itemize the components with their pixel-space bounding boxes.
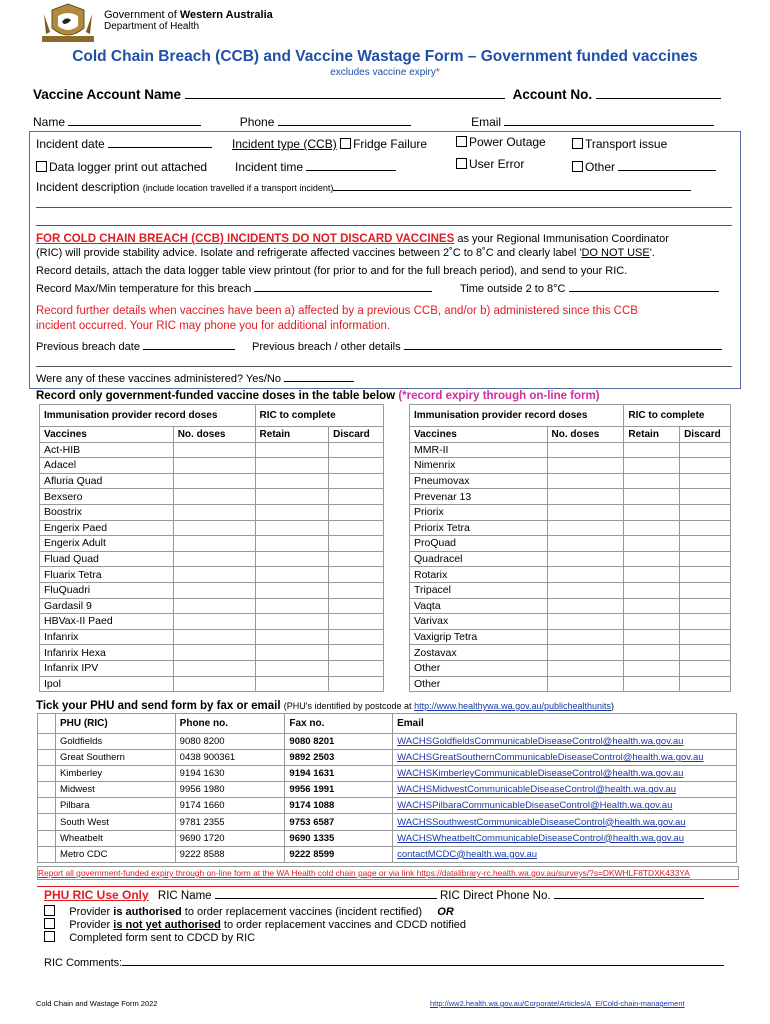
other-checkbox[interactable]	[572, 161, 583, 172]
details-line-2[interactable]	[36, 366, 732, 367]
discard-cell[interactable]	[329, 614, 384, 630]
incident-date-field[interactable]	[108, 147, 212, 148]
vaccine-row	[40, 645, 384, 661]
vaccine-row	[40, 660, 384, 676]
data-logger-checkbox[interactable]	[36, 161, 47, 172]
col-vaccines: Vaccines	[410, 427, 548, 443]
vaccine-row	[410, 520, 731, 536]
phu-tick-cell[interactable]	[38, 798, 56, 814]
administered-question: Were any of these vaccines administered? Yes/No	[36, 373, 354, 385]
retain-cell[interactable]	[255, 473, 329, 489]
description-line-3[interactable]	[36, 225, 732, 226]
vaccine-name: MMR-II	[410, 442, 548, 458]
vaccine-name: Ipol	[40, 676, 174, 692]
discard-cell[interactable]	[329, 676, 384, 692]
retain-cell[interactable]	[255, 676, 329, 692]
dose-count-cell[interactable]	[547, 614, 624, 630]
vaccine-row	[40, 520, 384, 536]
retain-cell[interactable]	[624, 645, 680, 661]
dose-count-cell[interactable]	[547, 645, 624, 661]
retain-cell[interactable]	[255, 520, 329, 536]
public-health-units-link[interactable]: http://www.healthywa.wa.gov.au/publichealthunits	[414, 701, 612, 711]
dose-count-cell[interactable]	[173, 520, 255, 536]
discard-cell[interactable]	[329, 458, 384, 474]
phu-row	[38, 782, 737, 798]
administered-field[interactable]	[284, 381, 354, 382]
retain-cell[interactable]	[255, 582, 329, 598]
retain-cell[interactable]	[624, 489, 680, 505]
discard-cell[interactable]	[680, 582, 731, 598]
retain-cell[interactable]	[255, 442, 329, 458]
further-details-red-2: incident occurred. Your RIC may phone you for additional information.	[36, 320, 391, 332]
retain-cell[interactable]	[255, 645, 329, 661]
form-title: Cold Chain Breach (CCB) and Vaccine Wastage Form – Government funded vaccines	[72, 48, 698, 65]
discard-cell[interactable]	[680, 614, 731, 630]
discard-cell[interactable]	[329, 536, 384, 552]
retain-cell[interactable]	[624, 567, 680, 583]
vaccine-row	[410, 473, 731, 489]
phu-fax: 9892 2503	[285, 750, 393, 766]
col-discard: Discard	[329, 427, 384, 443]
discard-cell[interactable]	[329, 660, 384, 676]
other-option: Other	[572, 160, 716, 174]
retain-cell[interactable]	[624, 458, 680, 474]
incident-time-field[interactable]	[306, 170, 396, 171]
retain-cell[interactable]	[624, 614, 680, 630]
vaccine-row	[40, 489, 384, 505]
wa-crest-logo	[38, 2, 98, 46]
other-field[interactable]	[618, 170, 716, 171]
vaccine-name: Act-HIB	[40, 442, 174, 458]
col-email: Email	[393, 714, 737, 734]
phu-row	[38, 798, 737, 814]
phu-phone: 9222 8588	[175, 846, 285, 862]
ric-header-right: RIC to complete	[624, 405, 731, 427]
discard-cell[interactable]	[329, 551, 384, 567]
phu-tick-cell[interactable]	[38, 814, 56, 830]
authorised-checkbox[interactable]	[44, 905, 55, 916]
phu-email[interactable]: contactMCDC@health.wa.gov.au	[393, 846, 737, 862]
phu-row	[38, 750, 737, 766]
description-line-2[interactable]	[36, 207, 732, 208]
retain-cell[interactable]	[624, 598, 680, 614]
retain-cell[interactable]	[624, 520, 680, 536]
phu-name: Great Southern	[55, 750, 175, 766]
vaccine-name: Tripacel	[410, 582, 548, 598]
phu-tick-cell[interactable]	[38, 846, 56, 862]
discard-cell[interactable]	[329, 629, 384, 645]
col-retain: Retain	[624, 427, 680, 443]
phu-row	[38, 766, 737, 782]
vaccine-name: Gardasil 9	[40, 598, 174, 614]
dose-count-cell[interactable]	[547, 442, 624, 458]
user-error-checkbox[interactable]	[456, 158, 467, 169]
ric-phone-field[interactable]	[554, 898, 704, 899]
vaccine-row	[410, 504, 731, 520]
vaccine-name: Fluad Quad	[40, 551, 174, 567]
account-row: Vaccine Account Name Account No.	[33, 87, 721, 102]
dose-count-cell[interactable]	[173, 676, 255, 692]
dose-count-cell[interactable]	[547, 582, 624, 598]
incident-type-label: Incident type (CCB) Fridge Failure	[232, 137, 428, 151]
time-outside-field[interactable]	[569, 291, 719, 292]
phu-fax: 9956 1991	[285, 782, 393, 798]
vaccine-row	[40, 676, 384, 692]
vaccine-name: Boostrix	[40, 504, 174, 520]
dose-count-cell[interactable]	[173, 473, 255, 489]
ric-comments-label: RIC Comments:	[44, 957, 724, 969]
dose-count-cell[interactable]	[547, 473, 624, 489]
retain-cell[interactable]	[255, 629, 329, 645]
discard-cell[interactable]	[680, 645, 731, 661]
phu-fax: 9194 1631	[285, 766, 393, 782]
col-phu: PHU (RIC)	[55, 714, 175, 734]
phu-fax: 9222 8599	[285, 846, 393, 862]
col-fax: Fax no.	[285, 714, 393, 734]
account-name-field[interactable]	[185, 98, 505, 99]
vaccine-name: Infanrix	[40, 629, 174, 645]
provider-header-left: Immunisation provider record doses	[40, 405, 256, 427]
dose-count-cell[interactable]	[173, 504, 255, 520]
phu-name: Goldfields	[55, 734, 175, 750]
retain-cell[interactable]	[624, 676, 680, 692]
phu-phone: 9956 1980	[175, 782, 285, 798]
dose-count-cell[interactable]	[547, 660, 624, 676]
vaccine-name: Vaxigrip Tetra	[410, 629, 548, 645]
logger-option: Data logger print out attached	[36, 160, 207, 174]
vaccine-row	[40, 629, 384, 645]
col-discard: Discard	[680, 427, 731, 443]
discard-cell[interactable]	[680, 676, 731, 692]
vaccine-name: Priorix Tetra	[410, 520, 548, 536]
vaccine-row	[410, 551, 731, 567]
phu-phone: 9194 1630	[175, 766, 285, 782]
footer-link[interactable]: http://ww2.health.wa.gov.au/Corporate/Articles/A_E/Cold-chain-management	[430, 999, 685, 1008]
phu-table	[37, 713, 737, 863]
ccb-warning: FOR COLD CHAIN BREACH (CCB) INCIDENTS DO NOT DISCARD VACCINES as your Regional Immunisation Coordinator	[36, 233, 669, 245]
left-vaccine-table	[39, 404, 384, 692]
ric-use-row: PHU RIC Use Only RIC Name RIC Direct Phone No.	[44, 888, 704, 902]
vaccine-row	[40, 458, 384, 474]
phu-phone: 9781 2355	[175, 814, 285, 830]
vaccine-name: Pneumovax	[410, 473, 548, 489]
ric-name-field[interactable]	[215, 898, 437, 899]
vaccine-row	[40, 598, 384, 614]
form-subtitle: excludes vaccine expiry*	[330, 67, 440, 78]
tick-column-header	[38, 714, 56, 734]
phu-tick-cell[interactable]	[38, 782, 56, 798]
col-phone: Phone no.	[175, 714, 285, 734]
dose-count-cell[interactable]	[547, 676, 624, 692]
contact-row: Name Phone Email	[33, 115, 714, 129]
phu-name: Metro CDC	[55, 846, 175, 862]
vaccine-name: Other	[410, 660, 548, 676]
doses-heading: Record only government-funded vaccine doses in the table below (*record expiry through on-line form)	[36, 390, 600, 402]
col-retain: Retain	[255, 427, 329, 443]
vaccine-name: Vaqta	[410, 598, 548, 614]
phone-field[interactable]	[278, 125, 411, 126]
col-no-doses: No. doses	[173, 427, 255, 443]
vaccine-name: Engerix Paed	[40, 520, 174, 536]
account-no-field[interactable]	[596, 98, 721, 99]
dose-count-cell[interactable]	[173, 614, 255, 630]
dose-count-cell[interactable]	[173, 629, 255, 645]
phu-fax: 9174 1088	[285, 798, 393, 814]
vaccine-row	[40, 442, 384, 458]
vaccine-row	[40, 536, 384, 552]
vaccine-name: Infanrix Hexa	[40, 645, 174, 661]
discard-cell[interactable]	[680, 629, 731, 645]
department-name: Department of Health	[104, 21, 200, 32]
retain-cell[interactable]	[624, 582, 680, 598]
phu-email[interactable]: WACHSKimberleyCommunicableDiseaseControl@health.wa.gov.au	[393, 766, 737, 782]
not-authorised-checkbox[interactable]	[44, 918, 55, 929]
vaccine-name: Varivax	[410, 614, 548, 630]
vaccine-name: Quadracel	[410, 551, 548, 567]
dose-count-cell[interactable]	[547, 489, 624, 505]
previous-breach-details-label: Previous breach / other details	[252, 341, 722, 353]
previous-breach-date-field[interactable]	[143, 349, 235, 350]
vaccine-name: Other	[410, 676, 548, 692]
ric-option-authorised: Provider is authorised to order replacement vaccines (incident rectified) OR	[44, 905, 454, 918]
further-details-red-1: Record further details when vaccines have been a) affected by a previous CCB, and/or b) administered since this CCB	[36, 305, 638, 317]
dose-count-cell[interactable]	[547, 458, 624, 474]
incident-description-field[interactable]	[333, 190, 691, 191]
vaccine-row	[410, 489, 731, 505]
vaccine-name: Infanrix IPV	[40, 660, 174, 676]
dose-count-cell[interactable]	[547, 520, 624, 536]
form-sent-checkbox[interactable]	[44, 931, 55, 942]
incident-description-label: Incident description (include location travelled if a transport incident)	[36, 180, 691, 194]
retain-cell[interactable]	[624, 536, 680, 552]
discard-cell[interactable]	[680, 520, 731, 536]
incident-time-label: Incident time	[235, 160, 396, 174]
ccb-instruction-1: (RIC) will provide stability advice. Isolate and refrigerate affected vaccines between 2˚C to 8˚C and clearly label 'DO NOT USE'.	[36, 247, 655, 259]
phu-phone: 9690 1720	[175, 830, 285, 846]
dose-count-cell[interactable]	[173, 442, 255, 458]
phu-tick-cell[interactable]	[38, 766, 56, 782]
discard-cell[interactable]	[329, 598, 384, 614]
dose-count-cell[interactable]	[547, 504, 624, 520]
phu-phone: 9080 8200	[175, 734, 285, 750]
vaccine-name: Afluria Quad	[40, 473, 174, 489]
previous-breach-details-field[interactable]	[404, 349, 722, 350]
vaccine-name: ProQuad	[410, 536, 548, 552]
transport-option: Transport issue	[572, 137, 667, 151]
vaccine-row	[410, 567, 731, 583]
dose-count-cell[interactable]	[547, 536, 624, 552]
ric-option-sent: Completed form sent to CDCD by RIC	[44, 931, 255, 944]
retain-cell[interactable]	[624, 660, 680, 676]
vaccine-name: Fluarix Tetra	[40, 567, 174, 583]
vaccine-name: Rotarix	[410, 567, 548, 583]
incident-date-label: Incident date	[36, 137, 212, 151]
retain-cell[interactable]	[624, 442, 680, 458]
dose-count-cell[interactable]	[547, 629, 624, 645]
phu-row	[38, 734, 737, 750]
fridge-failure-checkbox[interactable]	[340, 138, 351, 149]
discard-cell[interactable]	[680, 473, 731, 489]
phu-email[interactable]: WACHSSouthwestCommunicableDiseaseControl@health.wa.gov.au	[393, 814, 737, 830]
vaccine-name: Adacel	[40, 458, 174, 474]
discard-cell[interactable]	[680, 551, 731, 567]
phu-fax: 9690 1335	[285, 830, 393, 846]
retain-cell[interactable]	[255, 614, 329, 630]
phu-name: Pilbara	[55, 798, 175, 814]
max-min-temp-field[interactable]	[254, 291, 432, 292]
vaccine-row	[410, 660, 731, 676]
vaccine-name: Prevenar 13	[410, 489, 548, 505]
phu-tick-cell[interactable]	[38, 830, 56, 846]
discard-cell[interactable]	[329, 520, 384, 536]
ric-header-left: RIC to complete	[255, 405, 383, 427]
dose-count-cell[interactable]	[547, 598, 624, 614]
vaccine-row	[410, 598, 731, 614]
dose-count-cell[interactable]	[173, 598, 255, 614]
online-form-note[interactable]: Report all government-funded expiry through on-line form at the WA Health cold chain page or via link https://datalibrary-rc.health.wa.gov.au/surveys/?s=DKWHLF8TDXK433YA	[37, 866, 739, 880]
retain-cell[interactable]	[255, 660, 329, 676]
dose-count-cell[interactable]	[173, 567, 255, 583]
vaccine-row	[410, 458, 731, 474]
vaccine-name: Bexsero	[40, 489, 174, 505]
phu-heading: Tick your PHU and send form by fax or email (PHU's identified by postcode at http://www.healthywa.wa.gov.au/publichealthunits)	[36, 700, 615, 712]
discard-cell[interactable]	[680, 536, 731, 552]
dose-count-cell[interactable]	[173, 536, 255, 552]
vaccine-row	[40, 473, 384, 489]
phu-email[interactable]: WACHSGoldfieldsCommunicableDiseaseControl@health.wa.gov.au	[393, 734, 737, 750]
phu-tick-cell[interactable]	[38, 734, 56, 750]
dose-count-cell[interactable]	[173, 458, 255, 474]
discard-cell[interactable]	[329, 442, 384, 458]
previous-breach-date-label: Previous breach date	[36, 341, 235, 353]
retain-cell[interactable]	[624, 504, 680, 520]
retain-cell[interactable]	[255, 536, 329, 552]
discard-cell[interactable]	[680, 442, 731, 458]
vaccine-row	[40, 551, 384, 567]
government-name: Government of Western Australia	[104, 9, 273, 21]
phu-name: Midwest	[55, 782, 175, 798]
vaccine-row	[410, 629, 731, 645]
discard-cell[interactable]	[680, 598, 731, 614]
right-vaccine-table	[409, 404, 731, 692]
vaccine-row	[40, 504, 384, 520]
ccb-instruction-2: Record details, attach the data logger table view printout (for prior to and for the full breach period), and send to your RIC.	[36, 265, 628, 277]
vaccine-row	[410, 645, 731, 661]
phu-name: Kimberley	[55, 766, 175, 782]
vaccine-row	[40, 582, 384, 598]
vaccine-row	[410, 614, 731, 630]
dose-count-cell[interactable]	[173, 660, 255, 676]
phu-phone: 9174 1660	[175, 798, 285, 814]
retain-cell[interactable]	[255, 567, 329, 583]
retain-cell[interactable]	[255, 551, 329, 567]
vaccine-row	[410, 442, 731, 458]
dose-count-cell[interactable]	[173, 489, 255, 505]
vaccine-name: HBVax-II Paed	[40, 614, 174, 630]
discard-cell[interactable]	[329, 489, 384, 505]
phu-row	[38, 830, 737, 846]
discard-cell[interactable]	[680, 458, 731, 474]
vaccine-name: Nimenrix	[410, 458, 548, 474]
discard-cell[interactable]	[329, 473, 384, 489]
vaccine-name: FluQuadri	[40, 582, 174, 598]
email-field[interactable]	[504, 125, 714, 126]
time-outside-label: Time outside 2 to 8°C	[460, 283, 719, 295]
discard-cell[interactable]	[680, 660, 731, 676]
phu-name: South West	[55, 814, 175, 830]
discard-cell[interactable]	[680, 489, 731, 505]
power-outage-option: Power Outage	[456, 135, 546, 149]
dose-count-cell[interactable]	[173, 551, 255, 567]
dose-count-cell[interactable]	[173, 645, 255, 661]
dose-count-cell[interactable]	[173, 582, 255, 598]
user-error-option: User Error	[456, 157, 524, 171]
dose-count-cell[interactable]	[547, 567, 624, 583]
phu-phone: 0438 900361	[175, 750, 285, 766]
col-vaccines: Vaccines	[40, 427, 174, 443]
retain-cell[interactable]	[255, 458, 329, 474]
phu-row	[38, 846, 737, 862]
retain-cell[interactable]	[624, 551, 680, 567]
vaccine-row	[410, 582, 731, 598]
retain-cell[interactable]	[624, 629, 680, 645]
discard-cell[interactable]	[329, 504, 384, 520]
phu-email[interactable]: WACHSGreatSouthernCommunicableDiseaseControl@health.wa.gov.au	[393, 750, 737, 766]
retain-cell[interactable]	[255, 598, 329, 614]
vaccine-row	[410, 536, 731, 552]
discard-cell[interactable]	[680, 567, 731, 583]
vaccine-name: Zostavax	[410, 645, 548, 661]
discard-cell[interactable]	[329, 645, 384, 661]
vaccine-name: Priorix	[410, 504, 548, 520]
phu-tick-cell[interactable]	[38, 750, 56, 766]
max-min-temp-label: Record Max/Min temperature for this breach	[36, 283, 432, 295]
dose-count-cell[interactable]	[547, 551, 624, 567]
phu-email[interactable]: WACHSWheatbeltCommunicableDiseaseControl@health.wa.gov.au	[393, 830, 737, 846]
ric-option-not-authorised: Provider is not yet authorised to order replacement vaccines and CDCD notified	[44, 918, 466, 931]
phu-email[interactable]: WACHSPilbaraCommunicableDiseaseControl@Health.wa.gov.au	[393, 798, 737, 814]
phu-fax: 9753 6587	[285, 814, 393, 830]
phu-name: Wheatbelt	[55, 830, 175, 846]
vaccine-row	[40, 567, 384, 583]
vaccine-name: Engerix Adult	[40, 536, 174, 552]
retain-cell[interactable]	[255, 489, 329, 505]
discard-cell[interactable]	[329, 567, 384, 583]
phu-fax: 9080 8201	[285, 734, 393, 750]
phu-email[interactable]: WACHSMidwestCommunicableDiseaseControl@health.wa.gov.au	[393, 782, 737, 798]
name-field[interactable]	[68, 125, 201, 126]
provider-header-right: Immunisation provider record doses	[410, 405, 624, 427]
phu-row	[38, 814, 737, 830]
power-outage-checkbox[interactable]	[456, 136, 467, 147]
col-no-doses: No. doses	[547, 427, 624, 443]
discard-cell[interactable]	[680, 504, 731, 520]
vaccine-row	[40, 614, 384, 630]
vaccine-row	[410, 676, 731, 692]
ric-comments-field[interactable]	[122, 965, 724, 966]
transport-issue-checkbox[interactable]	[572, 138, 583, 149]
retain-cell[interactable]	[255, 504, 329, 520]
footer-left: Cold Chain and Wastage Form 2022	[36, 999, 158, 1008]
retain-cell[interactable]	[624, 473, 680, 489]
ric-divider	[37, 886, 739, 887]
discard-cell[interactable]	[329, 582, 384, 598]
